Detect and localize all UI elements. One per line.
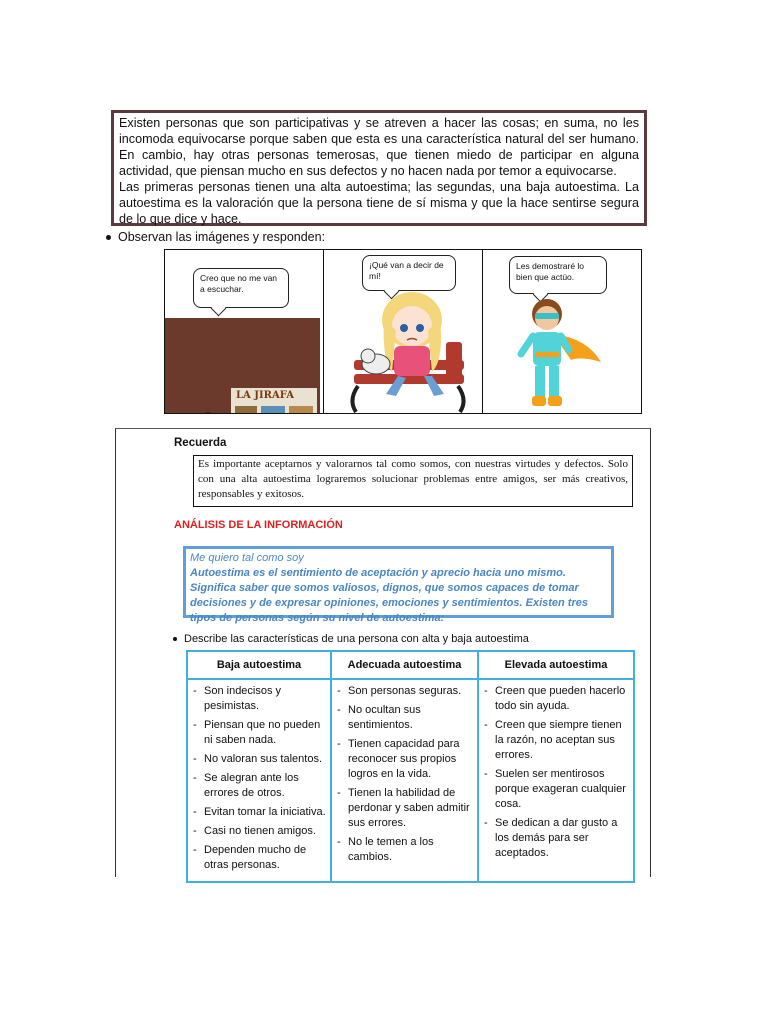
list-item: - Tienen la habilidad de perdonar y saben admitir sus errores. <box>336 786 473 831</box>
list-item: - Se dedican a dar gusto a los demás para ser aceptados. <box>483 816 629 861</box>
analysis-title: ANÁLISIS DE LA INFORMACIÓN <box>174 519 343 531</box>
list-item: - No le temen a los cambios. <box>336 835 473 865</box>
recuerda-title: Recuerda <box>174 437 227 449</box>
poster-photo <box>235 406 257 413</box>
bullet-icon <box>106 235 111 240</box>
intro-paragraph-2: Las primeras personas tienen una alta autoestima; las segundas, una baja autoestima. La autoestima es la valoración que la persona tiene de sí misma y que la hace sentirse segura de lo que dice y hace. <box>119 180 639 226</box>
girl-figure-icon <box>195 410 221 413</box>
poster-photo <box>289 406 313 413</box>
speech-bubble <box>193 268 289 308</box>
giraffe-poster <box>231 388 317 413</box>
speech-bubble-text: ¡Qué van a decir de mí! <box>369 260 444 281</box>
panel-superhero-boy <box>483 250 641 413</box>
list-item: - Evitan tomar la iniciativa. <box>192 805 326 820</box>
speech-bubble-text: Les demostraré lo bien que actúo. <box>516 261 585 282</box>
list-item: - Tienen capacidad para reconocer sus propios logros en la vida. <box>336 737 473 782</box>
list-item: - Son personas seguras. <box>336 684 473 699</box>
list-item: - No ocultan sus sentimientos. <box>336 703 473 733</box>
table-row <box>187 679 634 882</box>
speech-bubble <box>509 256 607 294</box>
table-cell-adecuada <box>331 679 478 882</box>
instruction-text: Observan las imágenes y responden: <box>118 230 326 244</box>
recuerda-text: Es importante aceptarnos y valorarnos tal como somos, con nuestras virtudes y defectos. Solo con una alta autoestima lograremos solucionar problemas entre amigos, ser más creativos, responsables y exitosos. <box>198 458 628 500</box>
list-item: - No valoran sus talentos. <box>192 752 326 767</box>
list-item: - Son indecisos y pesimistas. <box>192 684 326 714</box>
intro-text-box <box>111 110 647 226</box>
me-quiero-title: Me quiero tal como soy <box>190 552 304 564</box>
table-header-elevada: Elevada autoestima <box>478 651 634 679</box>
instruction-line <box>106 230 325 244</box>
describe-line <box>173 633 529 645</box>
poster-photo <box>261 406 285 413</box>
sad-girl-on-bench-illustration <box>336 290 476 413</box>
me-quiero-body: Autoestima es el sentimiento de aceptación y aprecio hacia uno mismo. Significa saber que somos valiosos, dignos, que somos capaces de tomar decisiones y de expresar opiniones, emociones y sentimientos. Existen tres tipos de personas según su nivel de autoestima: <box>190 567 588 624</box>
list-item: - Creen que pueden hacerlo todo sin ayuda. <box>483 684 629 714</box>
panel-girl-on-bench <box>324 250 483 413</box>
speech-bubble <box>362 255 456 291</box>
speech-bubble-text: Creo que no me van a escuchar. <box>200 273 278 294</box>
table-cell-elevada <box>478 679 634 882</box>
table-cell-baja <box>187 679 331 882</box>
list-item: - Se alegran ante los errores de otros. <box>192 771 326 801</box>
autoestima-table <box>186 650 635 883</box>
superhero-boy-illustration <box>517 294 607 412</box>
list-item: - Creen que siempre tienen la razón, no aceptan sus errores. <box>483 718 629 763</box>
bullet-icon <box>173 637 177 641</box>
recuerda-box <box>193 455 633 507</box>
classroom-photo <box>165 318 320 413</box>
list-item: - Casi no tienen amigos. <box>192 824 326 839</box>
list-item: - Suelen ser mentirosos porque exageran cualquier cosa. <box>483 767 629 812</box>
panel-girl-presenting <box>165 250 324 413</box>
table-header-baja: Baja autoestima <box>187 651 331 679</box>
table-header-adecuada: Adecuada autoestima <box>331 651 478 679</box>
poster-title: LA JIRAFA <box>236 390 295 401</box>
describe-text: Describe las características de una persona con alta y baja autoestima <box>184 633 529 645</box>
intro-paragraph-1: Existen personas que son participativas y se atreven a hacer las cosas; en suma, no les incomoda equivocarse porque saben que esta es una característica natural del ser humano. En cambio, hay otras personas temerosas, que tienen miedo de participar en alguna actividad, que piensan mucho en sus defectos y no hacen nada por temor a equivocarse. <box>119 116 639 178</box>
image-panels <box>164 249 642 414</box>
list-item: - Piensan que no pueden ni saben nada. <box>192 718 326 748</box>
table-header-row <box>187 651 634 679</box>
list-item: - Dependen mucho de otras personas. <box>192 843 326 873</box>
me-quiero-box <box>183 546 614 624</box>
